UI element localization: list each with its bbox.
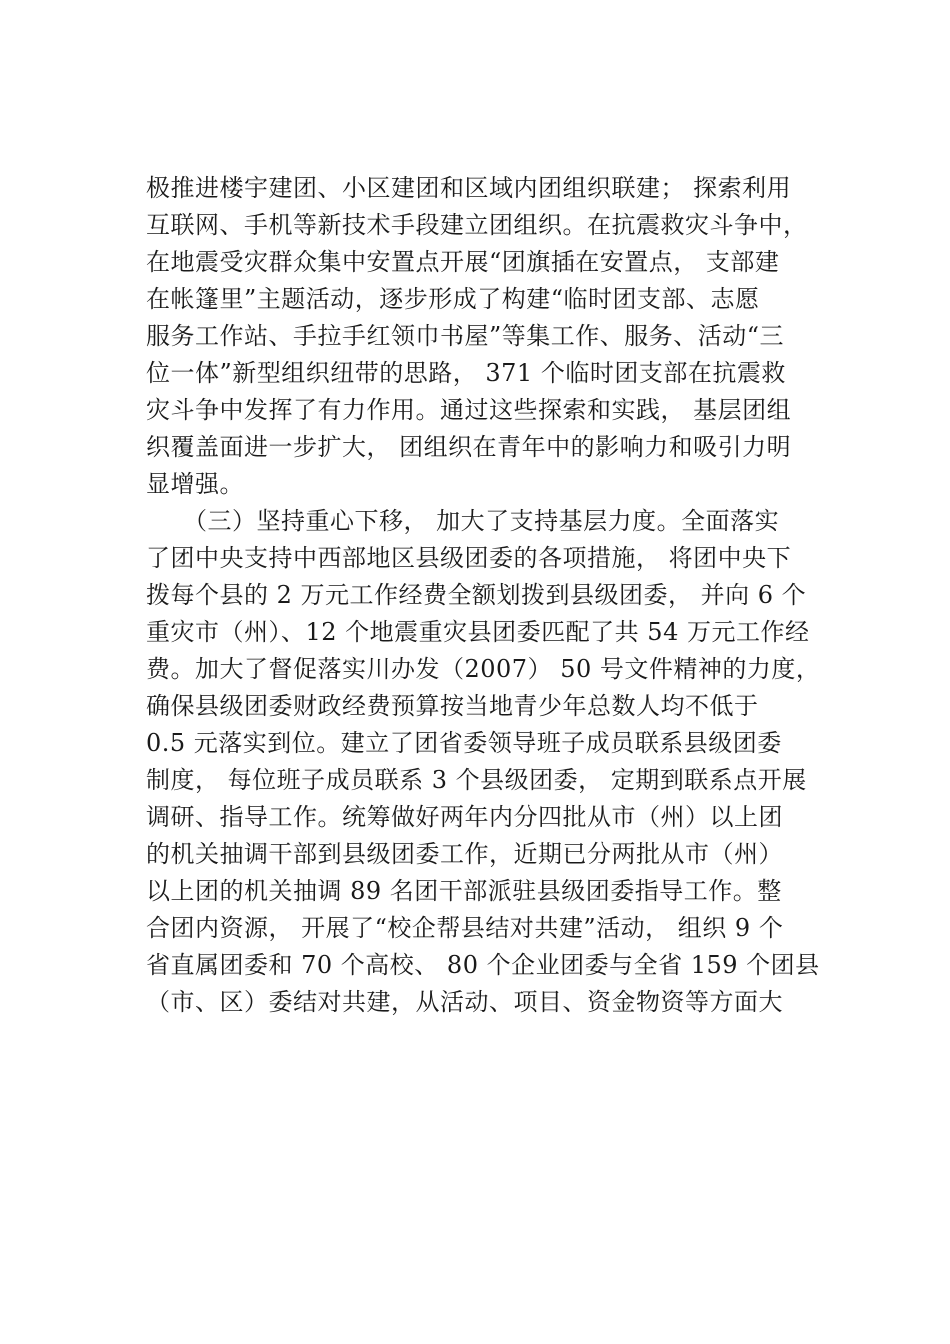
text-line-11: 了团中央支持中西部地区县级团委的各项措施， 将团中央下 [146, 544, 792, 572]
text-line-1: 极推进楼宇建团、小区建团和区域内团组织联建； 探索利用 [146, 174, 792, 202]
text-line-19: 的机关抽调干部到县级团委工作，近期已分两批从市（州） [146, 840, 783, 868]
body-text [146, 170, 821, 1021]
text-line-21: 合团内资源， 开展了“校企帮县结对共建”活动， 组织 9 个 [146, 914, 784, 942]
text-line-16: 0.5 元落实到位。建立了团省委领导班子成员联系县级团委 [146, 729, 782, 757]
text-line-15: 确保县级团委财政经费预算按当地青少年总数人均不低于 [146, 692, 759, 720]
text-line-7: 灾斗争中发挥了有力作用。通过这些探索和实践， 基层团组 [146, 396, 792, 424]
text-line-8: 织覆盖面进一步扩大， 团组织在青年中的影响力和吸引力明 [146, 433, 792, 461]
text-line-13: 重灾市（州）、12 个地震重灾县团委匹配了共 54 万元工作经 [146, 618, 810, 646]
text-line-23: （市、区）委结对共建，从活动、项目、资金物资等方面大 [146, 988, 783, 1016]
text-line-9: 显增强。 [146, 470, 244, 498]
text-line-4: 在帐篷里”主题活动，逐步形成了构建“临时团支部、志愿 [146, 285, 760, 313]
text-line-2: 互联网、手机等新技术手段建立团组织。在抗震救灾斗争中， [146, 211, 808, 239]
text-line-12: 拨每个县的 2 万元工作经费全额划拨到县级团委， 并向 6 个 [146, 581, 807, 609]
text-line-3: 在地震受灾群众集中安置点开展“团旗插在安置点， 支部建 [146, 248, 780, 276]
text-line-20: 以上团的机关抽调 89 名团干部派驻县级团委指导工作。整 [146, 877, 782, 905]
text-line-17: 制度， 每位班子成员联系 3 个县级团委， 定期到联系点开展 [146, 766, 807, 794]
text-line-14: 费。加大了督促落实川办发（2007） 50 号文件精神的力度， [146, 655, 821, 683]
text-line-18: 调研、指导工作。统筹做好两年内分四批从市（州）以上团 [146, 803, 783, 831]
text-line-6: 位一体”新型组织纽带的思路， 371 个临时团支部在抗震救 [146, 359, 786, 387]
text-line-22: 省直属团委和 70 个高校、 80 个企业团委与全省 159 个团县 [146, 951, 820, 979]
text-line-5: 服务工作站、手拉手红领巾书屋”等集工作、服务、活动“三 [146, 322, 785, 350]
text-line-10: （三）坚持重心下移， 加大了支持基层力度。全面落实 [146, 507, 780, 535]
